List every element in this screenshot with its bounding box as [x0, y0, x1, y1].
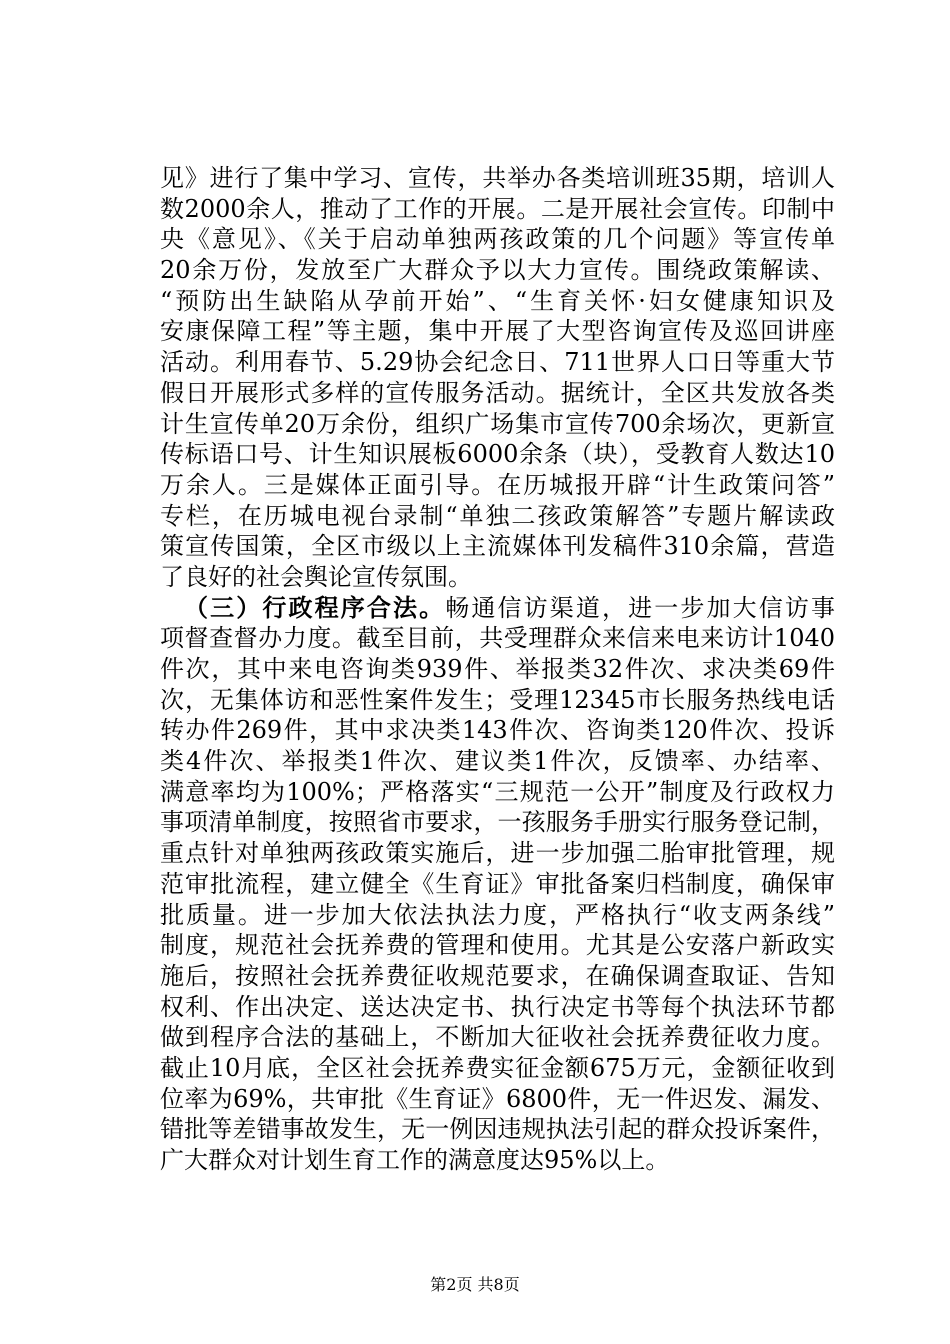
text-line: “预防出生缺陷从孕前开始”、“生育关怀·妇女健康知识及	[160, 286, 835, 315]
text-line: 位率为69%，共审批《生育证》6800件，无一件迟发、漏发、	[160, 1084, 835, 1113]
text-line: 活动。利用春节、5.29协会纪念日、711世界人口日等重大节	[160, 348, 835, 377]
text-run: 畅通信访渠道，进一步加大信访事	[445, 593, 835, 622]
section-heading: （三）行政程序合法。	[184, 592, 446, 622]
text-line: 重点针对单独两孩政策实施后，进一步加强二胎审批管理，规	[160, 839, 835, 868]
text-line: 批质量。进一步加大依法执法力度，严格执行“收支两条线”	[160, 900, 835, 929]
text-line: 传标语口号、计生知识展板6000余条（块），受教育人数达10	[160, 440, 835, 469]
text-line: 安康保障工程”等主题，集中开展了大型咨询宣传及巡回讲座	[160, 317, 835, 346]
paragraph-publicity	[160, 163, 835, 593]
page-footer	[0, 1275, 950, 1295]
text-line: 次，无集体访和恶性案件发生；受理12345市长服务热线电话	[160, 685, 835, 714]
text-line: 广大群众对计划生育工作的满意度达95%以上。	[160, 1146, 670, 1174]
text-line: 施后，按照社会抚养费征收规范要求，在确保调查取证、告知	[160, 961, 835, 990]
text-line: 了良好的社会舆论宣传氛围。	[160, 562, 472, 591]
text-line: 万余人。三是媒体正面引导。在历城报开辟“计生政策问答”	[160, 470, 835, 499]
text-line: 假日开展形式多样的宣传服务活动。据统计，全区共发放各类	[160, 378, 835, 407]
text-line: 范审批流程，建立健全《生育证》审批备案归档制度，确保审	[160, 869, 835, 898]
text-line: 项督查督办力度。截至目前，共受理群众来信来电来访计1040	[160, 624, 835, 653]
text-line: 满意率均为100%；严格落实“三规范一公开”制度及行政权力	[160, 777, 835, 806]
text-line: 件次，其中来电咨询类939件、举报类32件次、求决类69件	[160, 655, 835, 683]
text-line: 专栏，在历城电视台录制“单独二孩政策解答”专题片解读政	[160, 501, 835, 530]
text-line: 截止10月底，全区社会抚养费实征金额675万元，金额征收到	[160, 1053, 835, 1082]
text-line: 错批等差错事故发生，无一例因违规执法引起的群众投诉案件，	[160, 1115, 835, 1144]
text-line: 20余万份，发放至广大群众予以大力宣传。围绕政策解读、	[160, 256, 835, 285]
document-body	[160, 163, 835, 1176]
section-heading-line	[160, 593, 835, 624]
text-line: 事项清单制度，按照省市要求，一孩服务手册实行服务登记制，	[160, 808, 835, 837]
text-line: 策宣传国策，全区市级以上主流媒体刊发稿件310余篇，营造	[160, 532, 835, 561]
page-number: 第2页 共8页	[430, 1275, 520, 1294]
text-line: 制度，规范社会抚养费的管理和使用。尤其是公安落户新政实	[160, 931, 835, 960]
text-line: 类4件次、举报类1件次、建议类1件次，反馈率、办结率、	[160, 747, 835, 776]
text-line: 央《意见》、《关于启动单独两孩政策的几个问题》等宣传单	[160, 225, 835, 254]
paragraph-administrative-procedure	[160, 593, 835, 1176]
text-line: 转办件269件，其中求决类143件次、咨询类120件次、投诉	[160, 716, 835, 745]
text-line: 数2000余人，推动了工作的开展。二是开展社会宣传。印制中	[160, 194, 835, 223]
text-line: 权利、作出决定、送达决定书、执行决定书等每个执法环节都	[160, 992, 835, 1021]
text-line: 计生宣传单20万余份，组织广场集市宣传700余场次，更新宣	[160, 409, 835, 438]
text-line: 见》进行了集中学习、宣传，共举办各类培训班35期，培训人	[160, 164, 835, 192]
text-line: 做到程序合法的基础上，不断加大征收社会抚养费征收力度。	[160, 1023, 835, 1052]
